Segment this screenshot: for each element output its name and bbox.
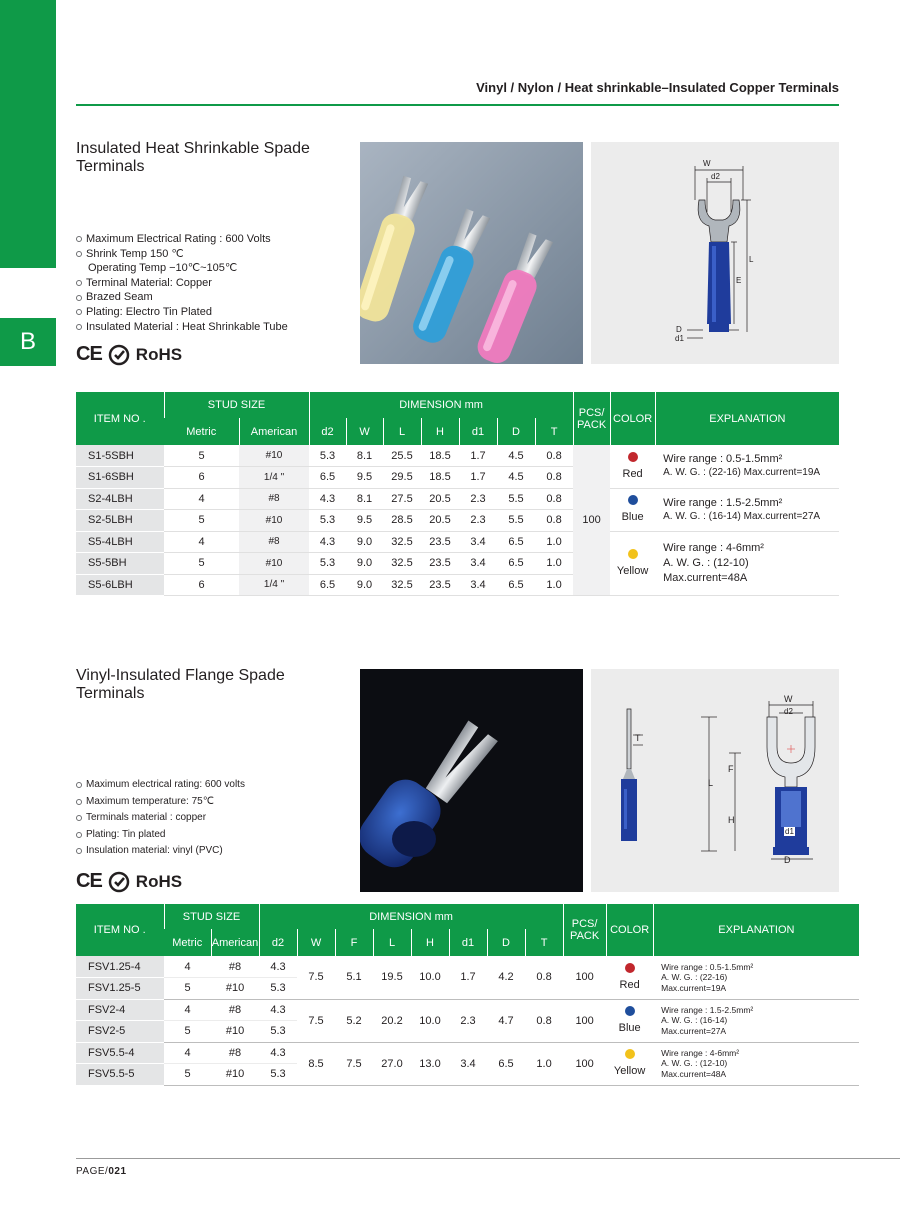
wire-range-text: Wire range : 4-6mm² <box>663 541 764 554</box>
dim-label-e: E <box>736 276 742 285</box>
d1-cell: 2.3 <box>449 999 487 1042</box>
spec-item: Insulation material: vinyl (PVC) <box>76 843 245 860</box>
dim-label-d: D <box>676 325 682 334</box>
f-cell: 7.5 <box>335 1042 373 1085</box>
color-dot-icon <box>625 1049 635 1059</box>
header-pcs-pack: PCS/ PACK <box>573 392 610 445</box>
d2-cell: 5.3 <box>259 1064 297 1086</box>
wire-range-text: Wire range : 1.5-2.5mm² <box>663 496 783 509</box>
wire-range-text: Wire range : 4-6mm² <box>661 1047 740 1058</box>
d-cell: 5.5 <box>497 488 535 510</box>
header-divider <box>76 104 839 106</box>
spec-item: Brazed Seam <box>76 290 288 305</box>
h-cell: 18.5 <box>421 445 459 467</box>
american-cell: #10 <box>211 1064 259 1086</box>
explanation-cell <box>653 1042 859 1085</box>
header-dimension: DIMENSION mm <box>259 904 563 929</box>
w-cell: 8.1 <box>346 488 383 510</box>
h-cell: 23.5 <box>421 553 459 575</box>
american-cell: #10 <box>239 445 309 467</box>
section2-title: Vinyl-Insulated Flange Spade Terminals <box>76 667 285 702</box>
explanation-cell <box>655 488 839 531</box>
w-cell: 8.1 <box>346 445 383 467</box>
explanation-cell <box>655 531 839 596</box>
section1-spec-list <box>76 232 288 334</box>
bullet-icon <box>76 309 82 315</box>
color-dot-icon <box>628 452 638 462</box>
awg-text: A. W. G. : (12-10) <box>661 1058 728 1069</box>
l-cell: 28.5 <box>383 510 421 532</box>
american-cell: #8 <box>211 1042 259 1064</box>
d-cell: 6.5 <box>497 531 535 553</box>
spec-item: Operating Temp −10℃~105℃ <box>88 262 238 275</box>
l-cell: 32.5 <box>383 553 421 575</box>
max-current-text: Max.current=48A <box>661 1068 727 1079</box>
w-cell: 9.5 <box>346 467 383 489</box>
t-cell: 1.0 <box>535 574 573 596</box>
metric-cell: 4 <box>164 488 239 510</box>
d1-cell: 1.7 <box>459 445 497 467</box>
max-current-text: Max.current=48A <box>663 571 748 584</box>
d-cell: 6.5 <box>497 574 535 596</box>
d1-cell: 3.4 <box>459 553 497 575</box>
t-cell: 0.8 <box>535 488 573 510</box>
header-american: American <box>211 929 259 956</box>
w-cell: 9.0 <box>346 553 383 575</box>
item-no-cell: FSV1.25-4 <box>76 956 164 978</box>
d1-cell: 3.4 <box>449 1042 487 1085</box>
dim-label-h: H <box>728 815 735 825</box>
color-label: Blue <box>618 1022 641 1034</box>
table-row <box>76 531 839 553</box>
l-cell: 19.5 <box>373 956 411 999</box>
section2-certifications <box>76 870 182 893</box>
item-no-cell: S1-6SBH <box>76 467 164 489</box>
american-cell: #8 <box>239 531 309 553</box>
d1-cell: 1.7 <box>459 467 497 489</box>
heat-shrink-spade-photo <box>360 142 583 364</box>
american-cell: #8 <box>211 956 259 978</box>
header-w: W <box>297 929 335 956</box>
dim-label-w: W <box>703 159 711 168</box>
table-row <box>76 1042 859 1064</box>
d2-cell: 5.3 <box>309 553 346 575</box>
d-cell: 5.5 <box>497 510 535 532</box>
table-row <box>76 956 859 978</box>
wire-range-text: Wire range : 0.5-1.5mm² <box>661 961 754 972</box>
american-cell: #8 <box>211 999 259 1021</box>
color-cell <box>610 488 655 531</box>
h-cell: 23.5 <box>421 574 459 596</box>
spec-item: Plating: Electro Tin Plated <box>76 305 288 320</box>
bullet-icon <box>76 236 82 242</box>
bullet-icon <box>76 295 82 301</box>
item-no-cell: FSV1.25-5 <box>76 978 164 1000</box>
header-pcs-pack: PCS/ PACK <box>563 904 606 956</box>
d2-cell: 4.3 <box>259 999 297 1021</box>
header-dimension: DIMENSION mm <box>309 392 573 418</box>
metric-cell: 5 <box>164 1064 211 1086</box>
t-cell: 1.0 <box>535 531 573 553</box>
awg-text: A. W. G. : (22-16) <box>661 972 728 982</box>
d2-cell: 4.3 <box>309 488 346 510</box>
h-cell: 18.5 <box>421 467 459 489</box>
header-h: H <box>411 929 449 956</box>
header-l: L <box>373 929 411 956</box>
table-row <box>76 488 839 510</box>
bullet-icon <box>76 815 82 821</box>
sgs-certification-icon <box>108 871 130 893</box>
spec-item: Shrink Temp 150 ℃ <box>76 247 288 262</box>
ce-mark-icon: CE <box>76 343 102 365</box>
h-cell: 20.5 <box>421 510 459 532</box>
t-cell: 0.8 <box>535 510 573 532</box>
header-d2: d2 <box>309 418 346 445</box>
color-cell <box>606 1042 653 1085</box>
color-cell <box>606 956 653 999</box>
h-cell: 20.5 <box>421 488 459 510</box>
header-d2: d2 <box>259 929 297 956</box>
l-cell: 32.5 <box>383 574 421 596</box>
h-cell: 10.0 <box>411 956 449 999</box>
t-cell: 0.8 <box>535 467 573 489</box>
d2-cell: 4.3 <box>309 531 346 553</box>
wire-range-text: Wire range : 0.5-1.5mm² <box>663 453 783 466</box>
american-cell: #10 <box>239 553 309 575</box>
metric-cell: 5 <box>164 510 239 532</box>
header-d1: d1 <box>449 929 487 956</box>
l-cell: 27.5 <box>383 488 421 510</box>
bullet-icon <box>76 848 82 854</box>
spec-item: Plating: Tin plated <box>76 827 245 844</box>
metric-cell: 6 <box>164 467 239 489</box>
dim-label-d: D <box>784 855 791 865</box>
pcs-cell: 100 <box>563 999 606 1042</box>
header-d: D <box>497 418 535 445</box>
section-tab: B <box>0 318 56 366</box>
w-cell: 8.5 <box>297 1042 335 1085</box>
f-cell: 5.2 <box>335 999 373 1042</box>
t-cell: 0.8 <box>525 999 563 1042</box>
metric-cell: 4 <box>164 956 211 978</box>
d2-cell: 4.3 <box>259 956 297 978</box>
d1-cell: 2.3 <box>459 488 497 510</box>
spec-item: Terminal Material: Copper <box>76 276 288 291</box>
item-no-cell: S2-5LBH <box>76 510 164 532</box>
awg-text: A. W. G. : (22-16) Max.current=19A <box>663 467 821 479</box>
bullet-icon <box>76 782 82 788</box>
header-l: L <box>383 418 421 445</box>
dim-label-d1: d1 <box>785 827 794 836</box>
color-label: Blue <box>621 511 644 523</box>
d1-cell: 2.3 <box>459 510 497 532</box>
d2-cell: 5.3 <box>259 978 297 1000</box>
max-current-text: Max.current=19A <box>661 982 727 993</box>
flange-spade-drawing <box>591 669 839 892</box>
explanation-cell <box>653 999 859 1042</box>
dim-label-l: L <box>749 255 754 264</box>
l-cell: 32.5 <box>383 531 421 553</box>
dim-label-f: F <box>728 764 734 774</box>
page-header-title: Vinyl / Nylon / Heat shrinkable–Insulated Copper Terminals <box>476 80 839 95</box>
american-cell: #10 <box>239 510 309 532</box>
item-no-cell: FSV2-5 <box>76 1021 164 1043</box>
color-cell <box>610 445 655 488</box>
bullet-icon <box>76 280 82 286</box>
american-cell: #8 <box>239 488 309 510</box>
rohs-mark: RoHS <box>135 871 183 891</box>
metric-cell: 4 <box>164 999 211 1021</box>
header-d1: d1 <box>459 418 497 445</box>
bullet-icon <box>76 799 82 805</box>
t-cell: 0.8 <box>535 445 573 467</box>
color-dot-icon <box>628 495 638 505</box>
color-dot-icon <box>625 963 635 973</box>
h-cell: 10.0 <box>411 999 449 1042</box>
spec-item: Insulated Material : Heat Shrinkable Tube <box>76 320 288 335</box>
pcs-cell: 100 <box>563 956 606 999</box>
header-color: COLOR <box>606 904 653 956</box>
american-cell: 1/4 " <box>239 574 309 596</box>
awg-text: A. W. G. : (16-14) <box>661 1015 728 1026</box>
header-t: T <box>525 929 563 956</box>
american-cell: #10 <box>211 978 259 1000</box>
spec-item: Terminals material : copper <box>76 810 245 827</box>
dim-label-d2: d2 <box>711 172 720 181</box>
explanation-cell <box>655 445 839 488</box>
d2-cell: 4.3 <box>259 1042 297 1064</box>
item-no-cell: S5-4LBH <box>76 531 164 553</box>
d1-cell: 1.7 <box>449 956 487 999</box>
item-no-cell: S5-5BH <box>76 553 164 575</box>
section2-spec-table <box>76 904 859 1086</box>
metric-cell: 5 <box>164 1021 211 1043</box>
spec-item: Maximum temperature: 75℃ <box>76 794 245 811</box>
w-cell: 7.5 <box>297 956 335 999</box>
d1-cell: 3.4 <box>459 531 497 553</box>
color-label: Red <box>622 467 643 480</box>
table-row <box>76 999 859 1021</box>
d2-cell: 5.3 <box>259 1021 297 1043</box>
d-cell: 4.2 <box>487 956 525 999</box>
max-current-text: Max.current=27A <box>661 1025 727 1036</box>
side-color-bar <box>0 0 56 268</box>
section1-certifications <box>76 343 182 366</box>
heat-shrink-spade-drawing <box>591 142 839 364</box>
color-label: Yellow <box>616 564 649 577</box>
dim-label-l: L <box>708 778 714 788</box>
section2-spec-list <box>76 777 245 860</box>
header-explanation: EXPLANATION <box>655 392 839 445</box>
bullet-icon <box>76 832 82 838</box>
t-cell: 0.8 <box>525 956 563 999</box>
pcs-cell: 100 <box>563 1042 606 1085</box>
item-no-cell: FSV5.5-4 <box>76 1042 164 1064</box>
spec-item: Maximum electrical rating: 600 volts <box>76 777 245 794</box>
rohs-mark: RoHS <box>135 344 183 364</box>
flange-spade-photo <box>360 669 583 892</box>
w-cell: 9.0 <box>346 531 383 553</box>
section1-title: Insulated Heat Shrinkable Spade Terminals <box>76 140 310 175</box>
w-cell: 9.0 <box>346 574 383 596</box>
metric-cell: 5 <box>164 553 239 575</box>
item-no-cell: S5-6LBH <box>76 574 164 596</box>
page-number: PAGE/021 <box>76 1166 127 1177</box>
w-cell: 7.5 <box>297 999 335 1042</box>
t-cell: 1.0 <box>535 553 573 575</box>
sgs-certification-icon <box>108 344 130 366</box>
dim-label-t: T <box>635 733 641 743</box>
d2-cell: 5.3 <box>309 445 346 467</box>
l-cell: 25.5 <box>383 445 421 467</box>
header-w: W <box>346 418 383 445</box>
item-no-cell: S1-5SBH <box>76 445 164 467</box>
color-cell <box>610 531 655 596</box>
metric-cell: 4 <box>164 1042 211 1064</box>
color-dot-icon <box>628 549 638 559</box>
header-t: T <box>535 418 573 445</box>
dim-label-d1: d1 <box>675 334 684 343</box>
header-stud-size: STUD SIZE <box>164 904 259 929</box>
item-no-cell: S2-4LBH <box>76 488 164 510</box>
metric-cell: 4 <box>164 531 239 553</box>
l-cell: 27.0 <box>373 1042 411 1085</box>
d-cell: 6.5 <box>497 553 535 575</box>
dim-label-w: W <box>784 694 793 704</box>
w-cell: 9.5 <box>346 510 383 532</box>
american-cell: #10 <box>211 1021 259 1043</box>
bullet-icon <box>76 324 82 330</box>
l-cell: 29.5 <box>383 467 421 489</box>
dim-label-d2: d2 <box>784 707 793 716</box>
header-color: COLOR <box>610 392 655 445</box>
header-d: D <box>487 929 525 956</box>
d-cell: 4.5 <box>497 467 535 489</box>
header-explanation: EXPLANATION <box>653 904 859 956</box>
header-h: H <box>421 418 459 445</box>
header-item-no: ITEM NO . <box>76 392 164 445</box>
spec-item: Maximum Electrical Rating : 600 Volts <box>76 232 288 247</box>
metric-cell: 5 <box>164 445 239 467</box>
d-cell: 4.7 <box>487 999 525 1042</box>
l-cell: 20.2 <box>373 999 411 1042</box>
d1-cell: 3.4 <box>459 574 497 596</box>
wire-range-text: Wire range : 1.5-2.5mm² <box>661 1004 754 1015</box>
bullet-icon <box>76 251 82 257</box>
color-dot-icon <box>625 1006 635 1016</box>
header-metric: Metric <box>164 929 211 956</box>
color-label: Red <box>619 978 640 991</box>
header-item-no: ITEM NO . <box>76 904 164 956</box>
explanation-cell <box>653 956 859 999</box>
d-cell: 4.5 <box>497 445 535 467</box>
d2-cell: 6.5 <box>309 574 346 596</box>
header-f: F <box>335 929 373 956</box>
d2-cell: 5.3 <box>309 510 346 532</box>
d-cell: 6.5 <box>487 1042 525 1085</box>
h-cell: 13.0 <box>411 1042 449 1085</box>
header-metric: Metric <box>164 418 239 445</box>
pcs-cell: 100 <box>573 445 610 596</box>
section1-spec-table <box>76 392 839 596</box>
item-no-cell: FSV5.5-5 <box>76 1064 164 1086</box>
american-cell: 1/4 " <box>239 467 309 489</box>
d2-cell: 6.5 <box>309 467 346 489</box>
footer-divider <box>76 1158 900 1159</box>
metric-cell: 5 <box>164 978 211 1000</box>
awg-text: A. W. G. : (12-10) <box>663 556 749 569</box>
f-cell: 5.1 <box>335 956 373 999</box>
ce-mark-icon: CE <box>76 870 102 892</box>
color-label: Yellow <box>613 1065 646 1077</box>
metric-cell: 6 <box>164 574 239 596</box>
color-cell <box>606 999 653 1042</box>
t-cell: 1.0 <box>525 1042 563 1085</box>
item-no-cell: FSV2-4 <box>76 999 164 1021</box>
header-stud-size: STUD SIZE <box>164 392 309 418</box>
h-cell: 23.5 <box>421 531 459 553</box>
table-row <box>76 445 839 467</box>
header-american: American <box>239 418 309 445</box>
awg-text: A. W. G. : (16-14) Max.current=27A <box>663 510 821 522</box>
